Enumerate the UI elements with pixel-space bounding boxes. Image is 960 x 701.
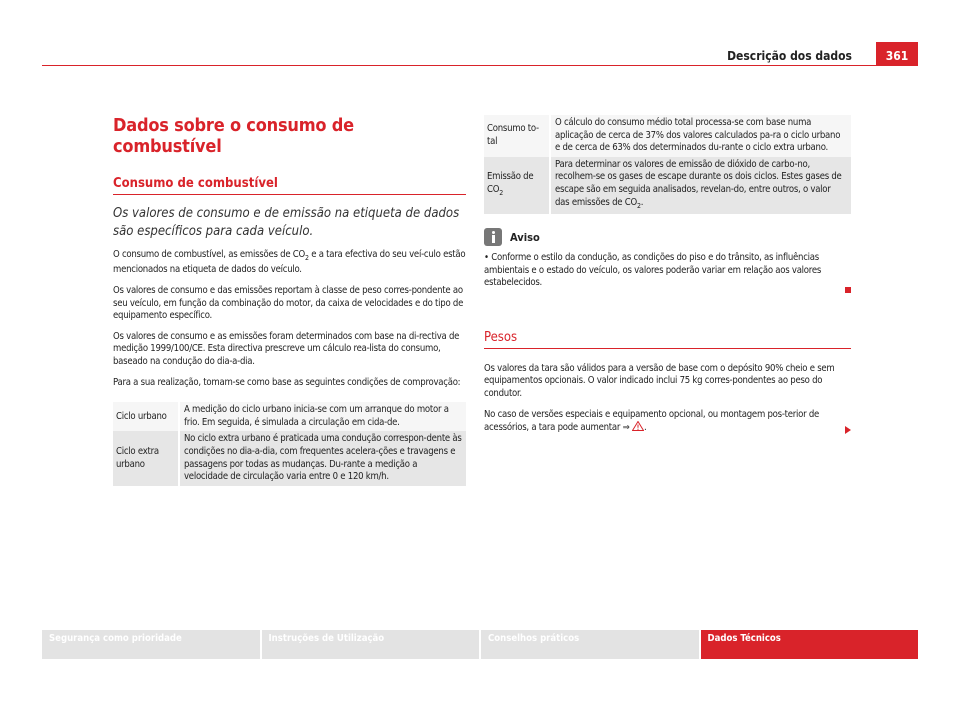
footer-tab-conselhos[interactable]: Conselhos práticos [481, 630, 699, 659]
table-key: Ciclo extra urbano [116, 446, 159, 470]
table-value: O cálculo do consumo médio total processa-se com base numa aplicação de cerca de 37% dos valores calculados pa-ra o ciclo urbano e de cerca de 63% dos determinados du-rante o ciclo extra urbano. [550, 115, 851, 157]
paragraph-1: O consumo de combustível, as emissões de $CO_2$ e a tara efectiva do seu veí-culo estão mencionados na etiqueta de dados do veículo. [113, 249, 466, 276]
subsection-title-consumo: Consumo de combustível [113, 176, 466, 195]
table-value: A medição do ciclo urbano inicia-se com um arranque do motor a frio. Em seguida, é simulada a circulação em cida-de. [179, 402, 466, 431]
table-key: Consumo to-tal [487, 123, 539, 147]
table-value: No ciclo extra urbano é praticada uma condução correspon-dente às condições no dia-a-dia, com frequentes acelera-ções e travagens e passagens por todas as mudanças. Du-rante a medição a velocidade de circulação varia entre 0 e 120 km/h. [179, 431, 466, 485]
table-row [113, 431, 466, 485]
section-end-icon [845, 287, 851, 293]
paragraph-2: Os valores de consumo e das emissões reportam à classe de peso corres-pondente ao seu veículo, em função da combinação do motor, da caixa de velocidades e do tipo de equipamento específico. [113, 285, 464, 322]
right-column [484, 115, 851, 435]
warning-icon[interactable] [632, 421, 644, 431]
header-rule [42, 65, 876, 66]
left-column [113, 115, 466, 486]
calculation-table [484, 115, 851, 214]
notice-text: • Conforme o estilo da condução, as condições do piso e do trânsito, as influências ambientais e o estado do veículo, os valores poderão variar em relação aos valores estabelecidos. [484, 252, 851, 290]
lead-paragraph: Os valores de consumo e de emissão na etiqueta de dados são específicos para cada veículo. [113, 206, 460, 239]
notice-title: Aviso [510, 230, 540, 244]
footer-tab-dados-tecnicos[interactable]: Dados Técnicos [701, 630, 919, 659]
table-row [484, 157, 851, 214]
paragraph-3: Os valores de consumo e as emissões foram determinados com base na di-rectiva de medição 1999/100/CE. Esta directiva prescreve um cálculo rea-lista do consumo, baseado na condução do dia-a-dia. [113, 330, 460, 368]
page-number: 361 [876, 42, 918, 66]
footer-nav [42, 630, 918, 659]
continue-arrow-icon [845, 426, 851, 434]
subsection-title-pesos: Pesos [484, 330, 851, 349]
paragraph-4: Para a sua realização, tomam-se como base as seguintes condições de comprovação: [113, 376, 461, 388]
table-value: Para determinar os valores de emissão de dióxido de carbo-no, recolhem-se os gases de escape durante os dois ciclos. Estes gases de escape são em seguida analisados, revelan-do, entre outros, o valor das emissões de $CO_2$. [550, 157, 851, 214]
notice-box [484, 228, 851, 290]
table-key: Emissão de $CO_2$ [487, 171, 534, 197]
footer-tab-instrucoes[interactable]: Instruções de Utilização [262, 630, 480, 659]
weights-paragraph-1: Os valores da tara são válidos para a versão de base com o depósito 90% cheio e sem equipamentos opcionais. O valor indicado inclui 75 kg corres-pondentes ao peso do condutor. [484, 362, 835, 400]
table-row [113, 402, 466, 431]
table-key: Ciclo urbano [116, 410, 167, 422]
test-conditions-table [113, 402, 466, 486]
table-row [484, 115, 851, 157]
info-icon [484, 228, 502, 246]
running-header: Descrição dos dados [727, 49, 852, 63]
weights-paragraph-2: No caso de versões especiais e equipamento opcional, ou montagem pos-terior de acessórios, a tara pode aumentar ⇒ . [484, 409, 851, 435]
notice-header [484, 228, 851, 246]
footer-tab-seguranca[interactable]: Segurança como prioridade [42, 630, 260, 659]
section-title: Dados sobre o consumo de combustível [113, 115, 354, 157]
